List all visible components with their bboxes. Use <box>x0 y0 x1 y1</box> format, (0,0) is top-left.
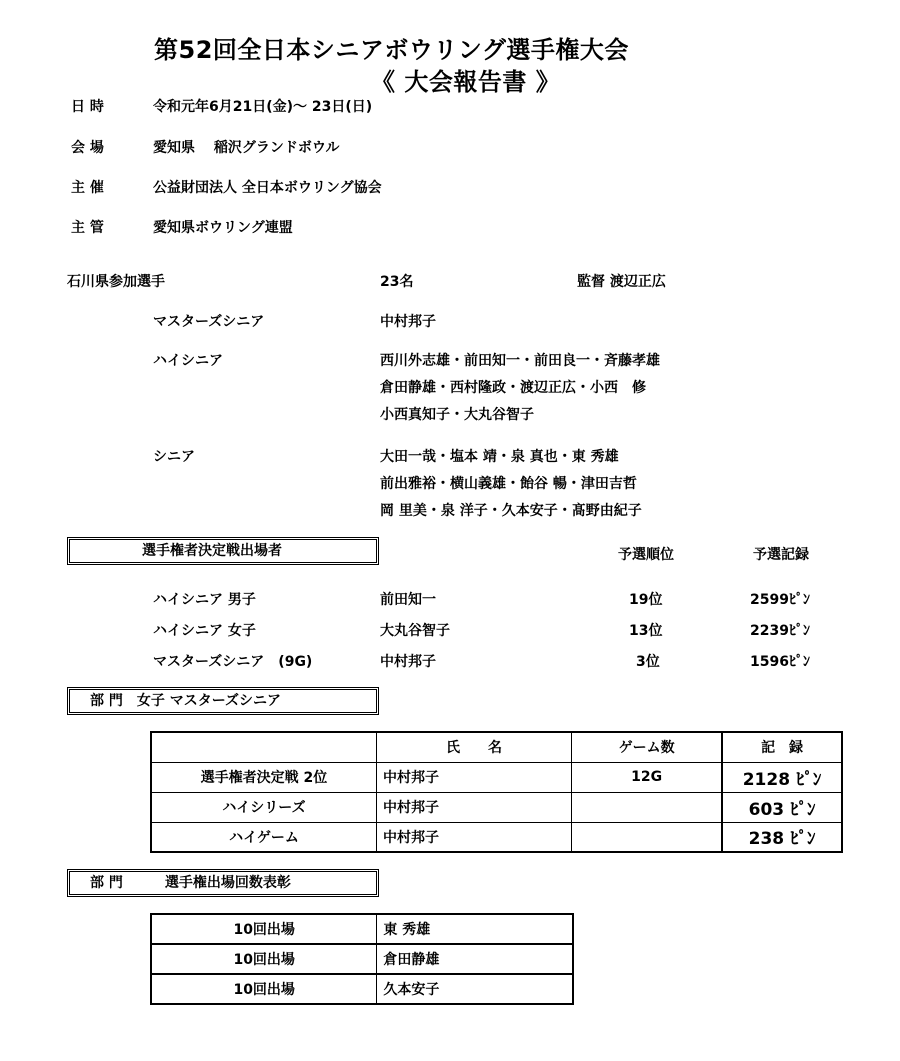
finals-division: マスターズシニア (9G) <box>153 654 313 670</box>
finals-rank-header: 予選順位 <box>618 547 674 563</box>
finals-name: 大丸谷智子 <box>380 623 450 639</box>
record-cell: 603 ﾋﾟﾝ <box>722 792 842 822</box>
table-row <box>151 944 573 974</box>
participants-label: 石川県参加選手 <box>67 274 165 290</box>
category-cell: ハイシリーズ <box>151 792 376 822</box>
finals-division: ハイシニア 男子 <box>153 592 256 608</box>
award-section-label: 部 門 選手権出場回数表彰 <box>67 869 379 897</box>
finals-section-label: 選手権者決定戦出場者 <box>67 537 379 565</box>
venue-value: 愛知県 稲沢グランドボウル <box>153 140 340 156</box>
date-label: 日 時 <box>71 99 104 115</box>
name-cell: 中村邦子 <box>376 762 571 792</box>
name-cell: 中村邦子 <box>376 792 571 822</box>
group-members-line: 大田一哉・塩本 靖・泉 真也・東 秀雄 <box>380 449 619 465</box>
award-count-cell: 10回出場 <box>151 944 377 974</box>
award-count-cell: 10回出場 <box>151 914 377 944</box>
table-row <box>151 762 842 792</box>
table-header-cell <box>151 732 376 762</box>
category-cell: ハイゲーム <box>151 822 376 852</box>
table-header-cell: 氏 名 <box>376 732 571 762</box>
women-results-table <box>150 731 843 853</box>
finals-record: 2599ﾋﾟﾝ <box>750 592 810 608</box>
record-cell: 2128 ﾋﾟﾝ <box>722 762 842 792</box>
organizer-value: 公益財団法人 全日本ボウリング協会 <box>153 180 382 196</box>
group-members-line: 小西真知子・大丸谷智子 <box>380 407 534 423</box>
finals-record-header: 予選記録 <box>753 547 809 563</box>
finals-rank: 19位 <box>629 592 663 608</box>
date-value: 令和元年6月21日(金)～ 23日(日) <box>153 99 373 115</box>
group-name: マスターズシニア <box>153 314 265 330</box>
group-members-line: 中村邦子 <box>380 314 436 330</box>
venue-label: 会 場 <box>71 140 104 156</box>
organizer-label: 主 催 <box>71 180 104 196</box>
group-name: シニア <box>153 449 195 465</box>
finals-name: 中村邦子 <box>380 654 436 670</box>
award-count-cell: 10回出場 <box>151 974 377 1004</box>
report-title: 第52回全日本シニアボウリング選手権大会 <box>154 36 629 64</box>
table-row <box>151 822 842 852</box>
manager-value: 愛知県ボウリング連盟 <box>153 220 293 236</box>
finals-record: 1596ﾋﾟﾝ <box>750 654 810 670</box>
finals-rank: 13位 <box>629 623 663 639</box>
record-cell: 238 ﾋﾟﾝ <box>722 822 842 852</box>
award-name-cell: 久本安子 <box>377 974 573 1004</box>
group-name: ハイシニア <box>153 353 223 369</box>
games-cell <box>572 792 722 822</box>
participants-count: 23名 <box>380 274 414 290</box>
finals-record: 2239ﾋﾟﾝ <box>750 623 810 639</box>
table-header-cell: ゲーム数 <box>572 732 722 762</box>
table-row <box>151 792 842 822</box>
coach-name: 監督 渡辺正広 <box>577 274 666 290</box>
group-members-line: 西川外志雄・前田知一・前田良一・斉藤孝雄 <box>380 353 660 369</box>
group-members-line: 岡 里美・泉 洋子・久本安子・髙野由紀子 <box>380 503 642 519</box>
table-row <box>151 974 573 1004</box>
games-cell: 12G <box>572 762 722 792</box>
games-cell <box>572 822 722 852</box>
table-header-cell: 記 録 <box>722 732 842 762</box>
table-header-row <box>151 732 842 762</box>
category-cell: 選手権者決定戦 2位 <box>151 762 376 792</box>
women-section-label: 部 門 女子 マスターズシニア <box>67 687 379 715</box>
finals-division: ハイシニア 女子 <box>153 623 256 639</box>
finals-name: 前田知一 <box>380 592 436 608</box>
report-subtitle: 《 大会報告書 》 <box>371 68 561 96</box>
award-name-cell: 倉田静雄 <box>377 944 573 974</box>
group-members-line: 倉田静雄・西村隆政・渡辺正広・小西 修 <box>380 380 646 396</box>
award-name-cell: 東 秀雄 <box>377 914 573 944</box>
award-table <box>150 913 574 1005</box>
table-row <box>151 914 573 944</box>
group-members-line: 前出雅裕・横山義雄・飴谷 暢・津田吉哲 <box>380 476 637 492</box>
manager-label: 主 管 <box>71 220 104 236</box>
finals-rank: 3位 <box>636 654 660 670</box>
name-cell: 中村邦子 <box>376 822 571 852</box>
